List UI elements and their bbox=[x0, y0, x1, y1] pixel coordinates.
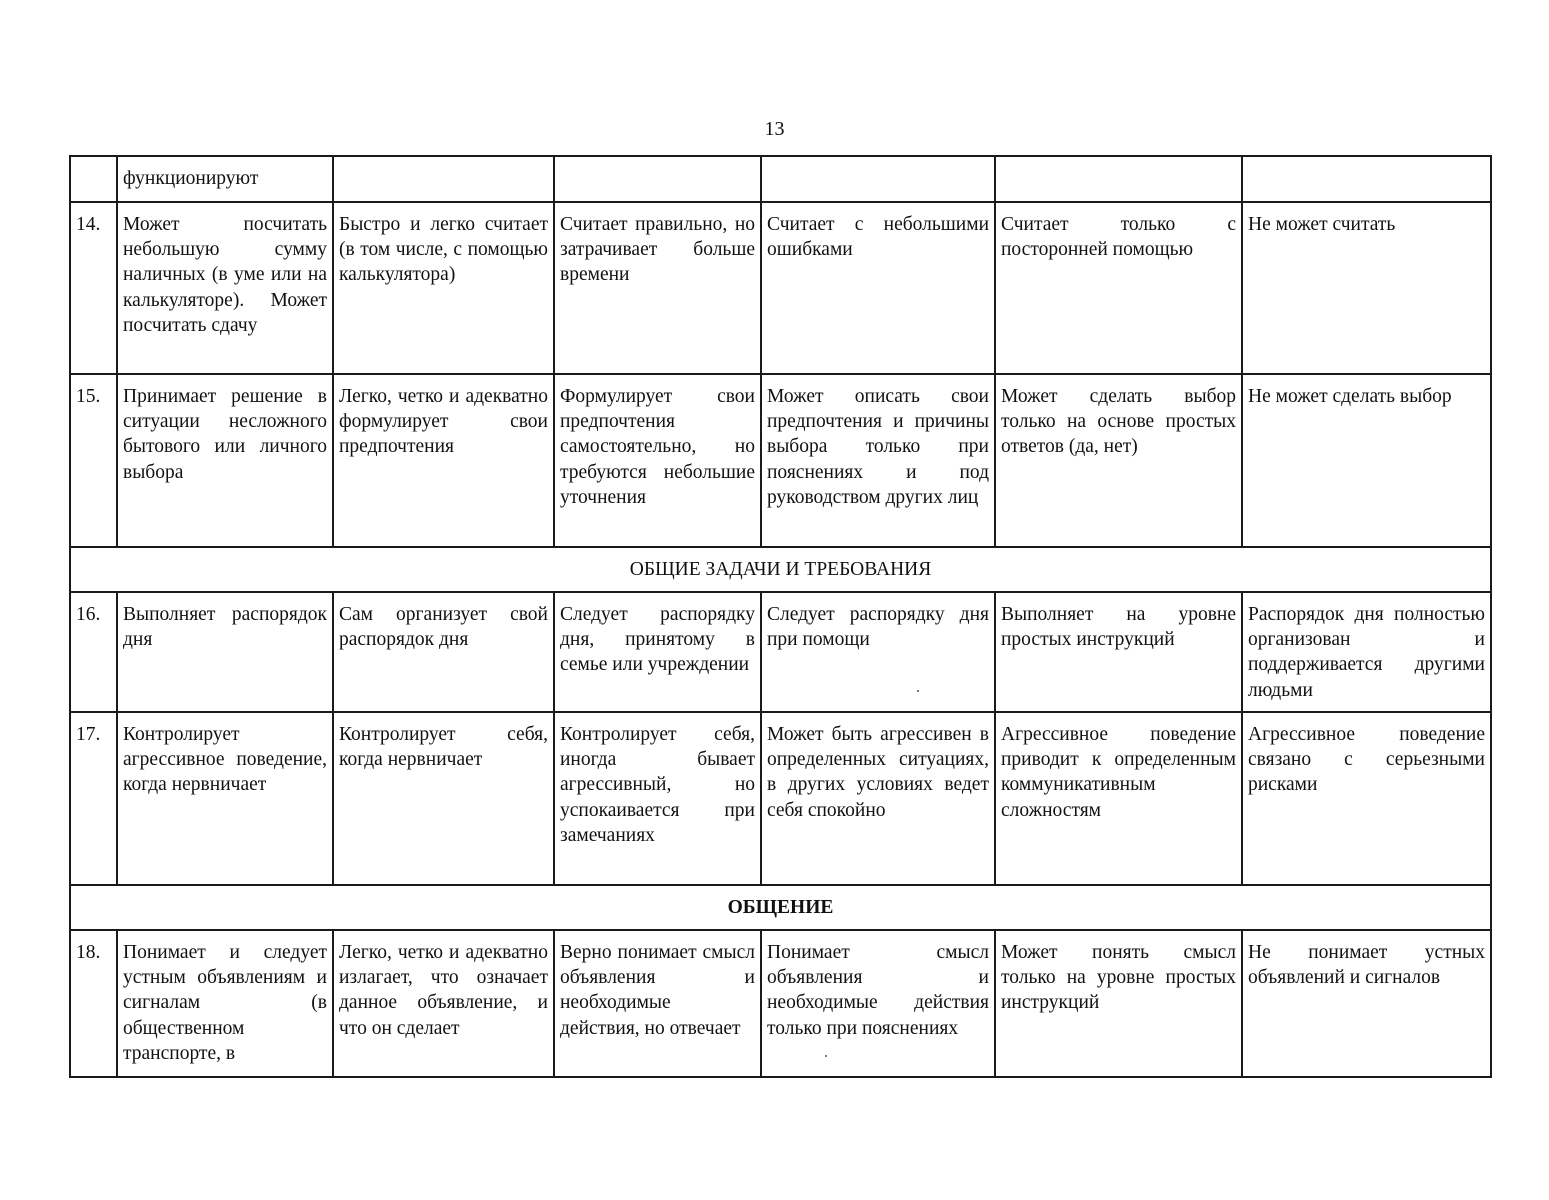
level-cell-3 bbox=[761, 156, 995, 202]
level-cell-2: Формулирует свои предпочтения самостоятельно, но требуются небольшие уточнения bbox=[554, 374, 761, 547]
row-number bbox=[70, 156, 117, 202]
level-cell-3: Считает с небольшими ошибками bbox=[761, 202, 995, 374]
level-cell-5 bbox=[1242, 156, 1491, 202]
level-cell-1: Контролирует себя, когда нервничает bbox=[333, 712, 554, 885]
level-cell-2: Считает правильно, но затрачивает больше времени bbox=[554, 202, 761, 374]
level-cell-2: Контролирует себя, иногда бывает агрессивный, но успокаивается при замечаниях bbox=[554, 712, 761, 885]
page-number: 13 bbox=[764, 118, 785, 140]
level-cell-5: Распорядок дня полностью организован и поддерживается другими людьми bbox=[1242, 592, 1491, 712]
table-row bbox=[70, 592, 1491, 712]
level-cell-2 bbox=[554, 156, 761, 202]
section-header-row bbox=[70, 885, 1491, 930]
level-cell-5: Не понимает устных объявлений и сигналов bbox=[1242, 930, 1491, 1077]
level-cell-4: Считает только с посторонней помощью bbox=[995, 202, 1242, 374]
criterion-cell: Выполняет распорядок дня bbox=[117, 592, 333, 712]
table-row bbox=[70, 930, 1491, 1077]
level-cell-4: Агрессивное поведение приводит к определенным коммуникативным сложностям bbox=[995, 712, 1242, 885]
level-cell-3: Понимает смысл объявления и необходимые действия только при пояснениях bbox=[761, 930, 995, 1077]
level-cell-2: Верно понимает смысл объявления и необходимые действия, но отвечает bbox=[554, 930, 761, 1077]
row-number: 15. bbox=[70, 374, 117, 547]
section-header-row bbox=[70, 547, 1491, 592]
section-title-general: ОБЩИЕ ЗАДАЧИ И ТРЕБОВАНИЯ bbox=[70, 547, 1491, 592]
level-cell-1 bbox=[333, 156, 554, 202]
table-row bbox=[70, 374, 1491, 547]
criterion-cell: Принимает решение в ситуации несложного бытового или личного выбора bbox=[117, 374, 333, 547]
row-number: 16. bbox=[70, 592, 117, 712]
scan-speck bbox=[825, 1055, 827, 1057]
level-cell-4: Выполняет на уровне простых инструкций bbox=[995, 592, 1242, 712]
level-cell-5: Не может считать bbox=[1242, 202, 1491, 374]
level-cell-2: Следует распорядку дня, принятому в семье или учреждении bbox=[554, 592, 761, 712]
table-row-continuation bbox=[70, 156, 1491, 202]
row-number: 14. bbox=[70, 202, 117, 374]
criterion-cell: Может посчитать небольшую сумму наличных (в уме или на калькуляторе). Может посчитать сдачу bbox=[117, 202, 333, 374]
level-cell-4: Может сделать выбор только на основе простых ответов (да, нет) bbox=[995, 374, 1242, 547]
criterion-cell: Контролирует агрессивное поведение, когда нервничает bbox=[117, 712, 333, 885]
criterion-cell: Понимает и следует устным объявлениям и сигналам (в общественном транспорте, в bbox=[117, 930, 333, 1077]
level-cell-3: Может быть агрессивен в определенных ситуациях, в других условиях ведет себя спокойно bbox=[761, 712, 995, 885]
level-cell-1: Быстро и легко считает (в том числе, с помощью калькулятора) bbox=[333, 202, 554, 374]
scan-speck bbox=[917, 690, 919, 692]
level-cell-3: Следует распорядку дня при помощи bbox=[761, 592, 995, 712]
level-cell-4: Может понять смысл только на уровне простых инструкций bbox=[995, 930, 1242, 1077]
section-title-communication: ОБЩЕНИЕ bbox=[70, 885, 1491, 930]
level-cell-4 bbox=[995, 156, 1242, 202]
assessment-table bbox=[69, 155, 1492, 1078]
level-cell-5: Агрессивное поведение связано с серьезными рисками bbox=[1242, 712, 1491, 885]
level-cell-5: Не может сделать выбор bbox=[1242, 374, 1491, 547]
row-number: 18. bbox=[70, 930, 117, 1077]
level-cell-1: Легко, четко и адекватно формулирует свои предпочтения bbox=[333, 374, 554, 547]
level-cell-3: Может описать свои предпочтения и причины выбора только при пояснениях и под руководством других лиц bbox=[761, 374, 995, 547]
table-row bbox=[70, 202, 1491, 374]
table-row bbox=[70, 712, 1491, 885]
row-number: 17. bbox=[70, 712, 117, 885]
level-cell-1: Сам организует свой распорядок дня bbox=[333, 592, 554, 712]
level-cell-1: Легко, четко и адекватно излагает, что означает данное объявление, и что он сделает bbox=[333, 930, 554, 1077]
criterion-cell: функционируют bbox=[117, 156, 333, 202]
